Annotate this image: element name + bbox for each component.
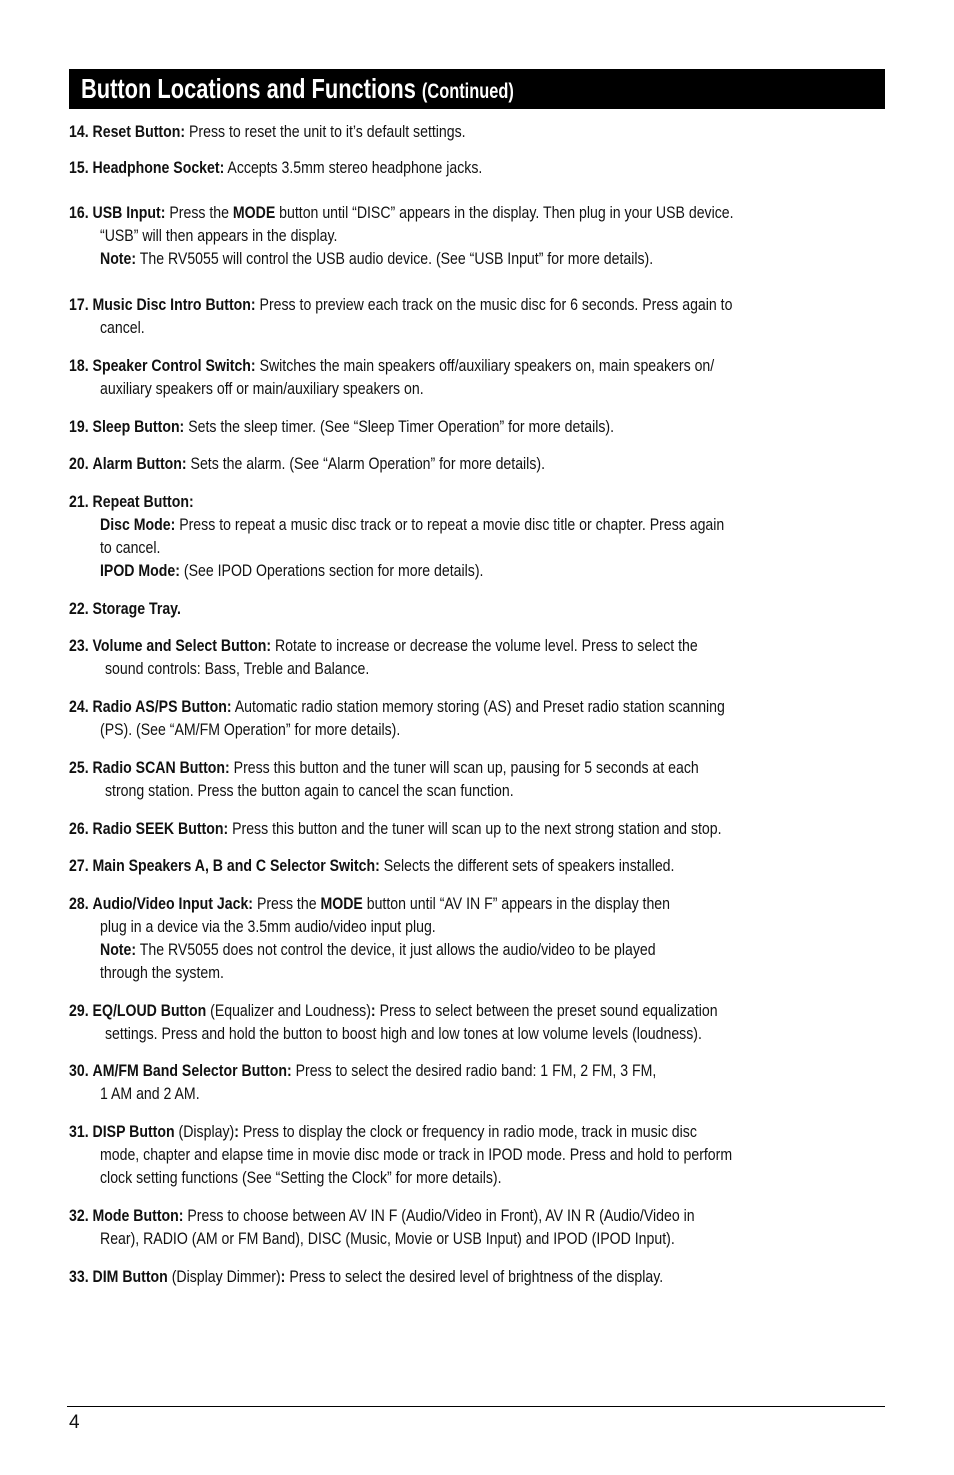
list-item: 14. Reset Button: Press to reset the unit to it’s default settings. bbox=[69, 122, 466, 141]
list-item: 15. Headphone Socket: Accepts 3.5mm stereo headphone jacks. bbox=[69, 158, 483, 177]
list-item: 19. Sleep Button: Sets the sleep timer. (See “Sleep Timer Operation” for more details). bbox=[69, 417, 615, 436]
section-header bbox=[69, 69, 885, 109]
page-number: 4 bbox=[69, 1412, 80, 1433]
list-item: 16. USB Input: Press the MODE button until “DISC” appears in the display. Then plug in your USB device. “USB” will then appears in the display. Note: The RV5055 will control the USB audio device. (See “USB Input” for more details). bbox=[69, 203, 734, 268]
section-title: Button Locations and Functions (Continued) bbox=[81, 73, 514, 104]
list-item: 25. Radio SCAN Button: Press this button and the tuner will scan up, pausing for 5 seconds at each strong station. Press the button again to cancel the scan function. bbox=[69, 758, 699, 800]
list-item: 21. Repeat Button: Disc Mode: Press to repeat a music disc track or to repeat a movie disc title or chapter. Press again to cancel. IPOD Mode: (See IPOD Operations section for more details). bbox=[69, 492, 725, 580]
list-item: 29. EQ/LOUD Button (Equalizer and Loudness): Press to select between the preset sound equalization settings. Press and hold the button to boost high and low tones at low volume levels (loudness). bbox=[69, 1001, 718, 1043]
list-item: 20. Alarm Button: Sets the alarm. (See “Alarm Operation” for more details). bbox=[69, 454, 545, 473]
section-subtitle: (Continued) bbox=[421, 80, 514, 103]
list-item: 31. DISP Button (Display): Press to display the clock or frequency in radio mode, track in music disc mode, chapter and elapse time in movie disc mode or track in IPOD mode. Press and hold to perform clock setting functions (See “Setting the Clock” for more details). bbox=[69, 1122, 733, 1187]
list-item: 24. Radio AS/PS Button: Automatic radio station memory storing (AS) and Preset radio station scanning (PS). (See “AM/FM Operation” for more details). bbox=[69, 697, 725, 739]
list-item: 30. AM/FM Band Selector Button: Press to select the desired radio band: 1 FM, 2 FM, 3 FM, 1 AM and 2 AM. bbox=[69, 1061, 657, 1103]
list-item: 26. Radio SEEK Button: Press this button and the tuner will scan up to the next strong station and stop. bbox=[69, 819, 722, 838]
list-item: 32. Mode Button: Press to choose between AV IN F (Audio/Video in Front), AV IN R (Audio/Video in Rear), RADIO (AM or FM Band), DISC (Music, Movie or USB Input) and IPOD (IPOD Input). bbox=[69, 1206, 695, 1248]
list-item: 23. Volume and Select Button: Rotate to increase or decrease the volume level. Press to select the sound controls: Bass, Treble and Balance. bbox=[69, 636, 698, 678]
list-item: 33. DIM Button (Display Dimmer): Press to select the desired level of brightness of the display. bbox=[69, 1267, 664, 1286]
list-item: 22. Storage Tray. bbox=[69, 599, 181, 618]
list-item: 28. Audio/Video Input Jack: Press the MODE button until “AV IN F” appears in the display then plug in a device via the 3.5mm audio/video input plug. Note: The RV5055 does not control the device, it just allows the audio/video to be played through the system. bbox=[69, 894, 671, 982]
list-item: 17. Music Disc Intro Button: Press to preview each track on the music disc for 6 seconds. Press again to cancel. bbox=[69, 295, 733, 337]
list-item: 27. Main Speakers A, B and C Selector Switch: Selects the different sets of speakers installed. bbox=[69, 856, 675, 875]
footer-divider bbox=[67, 1406, 885, 1407]
list-item: 18. Speaker Control Switch: Switches the main speakers off/auxiliary speakers on, main speakers on/ auxiliary speakers off or main/auxiliary speakers on. bbox=[69, 356, 715, 398]
